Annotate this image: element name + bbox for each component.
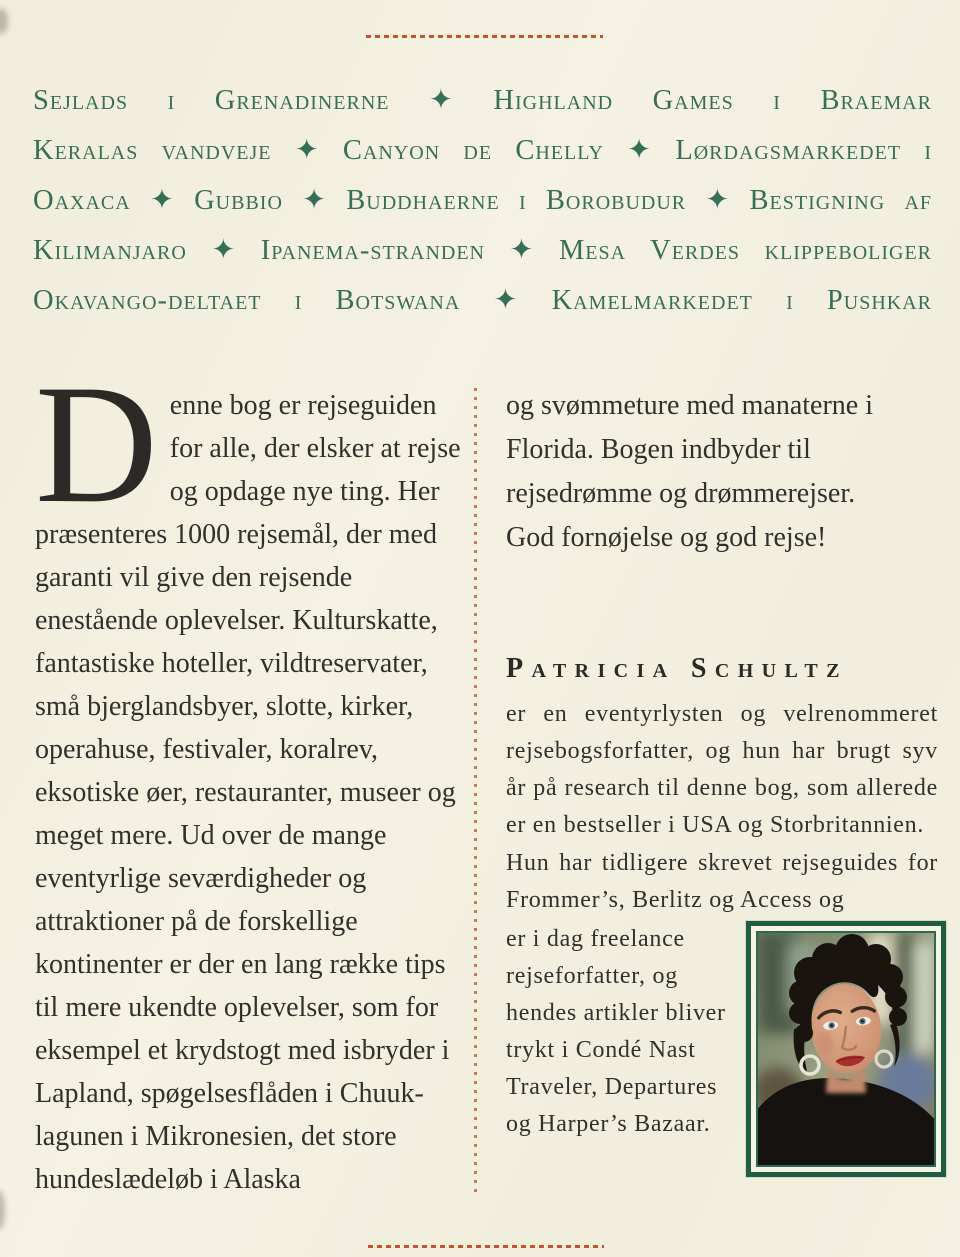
destination-line: Keralas vandveje ✦ Canyon de Chelly ✦ Lørdagsmarkedet i (33, 135, 932, 166)
bio-and-photo-row (506, 921, 938, 1177)
column-divider-dotted-rule (474, 388, 477, 1194)
drop-cap-letter: D (35, 350, 158, 538)
destination-list (33, 76, 932, 326)
intro-paragraph-left: enne bog er rejseguiden for alle, der elsker at rejse og opdage nye ting. Her præsenteres 1000 rejsemål, der med garanti vil give den rejsende enestående oplevelser. Kulturskatte, fantastiske hoteller, vildtreservater, små bjerglandsbyer, slotte, kirker, operahuse, festivaler, koralrev, eksotiske øer, restauranter, museer og meget mere. Ud over de mange eventyrlige seværdigheder og attraktioner på de forskellige kontinenter er der en lang række tips til mere ukendte oplevelser, som for eksempel et krydstogt med isbryder i Lapland, spøgelsesflåden i Chuuk-lagunen i Mikronesien, det store hundeslædeløb i Alaska (35, 390, 461, 1195)
destination-line: Okavango-deltaet i Botswana ✦ Kamelmarkedet i Pushkar (33, 285, 932, 316)
author-name-heading: Patricia Schultz (506, 653, 848, 684)
scan-edge-smudge (0, 1190, 5, 1230)
author-photo-frame (746, 921, 946, 1177)
top-dashed-rule (366, 35, 603, 38)
author-bio-paragraph-3: er i dag freelance rejseforfatter, og hendes artikler bliver trykt i Condé Nast Traveler, Departures og Harper’s Bazaar. (506, 926, 726, 1137)
author-bio-paragraph-2: Hun har tidligere skrevet rejseguides for Frommer’s, Berlitz og Access og (506, 850, 938, 913)
bottom-dashed-rule (368, 1245, 604, 1248)
author-photo (756, 931, 936, 1167)
scan-edge-smudge (0, 8, 8, 34)
intro-paragraph-right: og svømmeture med manaterne i Florida. Bogen indbyder til rejsedrømme og drømmerejser. God fornøjelse og god rejse! (506, 390, 873, 553)
author-bio-paragraph-1: er en eventyrlysten og velrenommeret rejsebogsforfatter, og hun har brugt syv år på research til denne bog, som allerede er en bestseller i USA og Storbritannien. (506, 701, 938, 838)
right-text-column (506, 384, 938, 1177)
author-portrait-image (758, 933, 934, 1165)
left-text-column (35, 350, 463, 1201)
destination-line: Kilimanjaro ✦ Ipanema-stranden ✦ Mesa Verdes klippeboliger (33, 235, 932, 266)
destination-line: Sejlads i Grenadinerne ✦ Highland Games i Braemar (33, 85, 932, 116)
destination-line: Oaxaca ✦ Gubbio ✦ Buddhaerne i Borobudur ✦ Bestigning af (33, 185, 932, 216)
